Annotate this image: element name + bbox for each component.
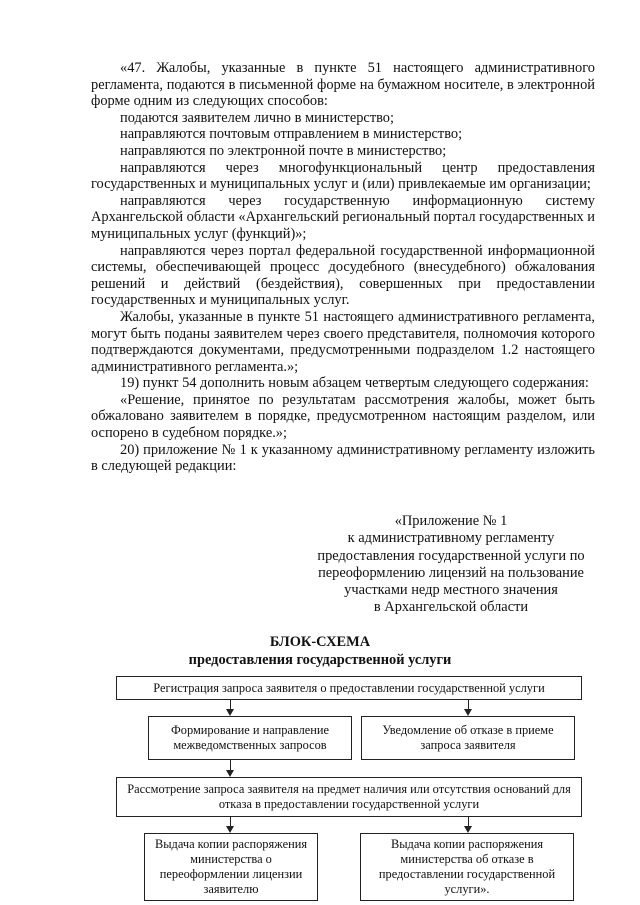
document-body xyxy=(91,60,595,475)
paragraph: направляются через портал федеральной государственной информационной системы, обеспечивающей процесс досудебного (внесудебного) обжалования решений и действий (бездействия), совершенных при предоставлении государственных и муниципальных услуг. xyxy=(91,242,595,309)
connector-line xyxy=(230,760,231,770)
flow-step-label: Формирование и направление межведомственных запросов xyxy=(170,723,330,752)
flow-step-label: Выдача копии распоряжения министерства об отказе в предоставлении государственной услуги». xyxy=(378,837,556,896)
arrow-down-icon xyxy=(464,709,472,716)
appendix-line: «Приложение № 1 xyxy=(394,513,508,529)
connector-line xyxy=(468,817,469,826)
connector-line xyxy=(230,817,231,826)
paragraph: подаются заявителем лично в министерство; xyxy=(120,109,394,126)
flowchart-subheading: предоставления государственной услуги xyxy=(188,652,452,668)
flowchart-title xyxy=(0,633,640,669)
flowchart-heading: БЛОК-СХЕМА xyxy=(269,634,371,650)
appendix-line: к административному регламенту xyxy=(347,530,555,547)
flow-step-refusal-notice xyxy=(361,716,575,760)
flow-step-label: Регистрация запроса заявителя о предоставлении государственной услуги xyxy=(153,680,545,695)
paragraph: 19) пункт 54 дополнить новым абзацем четвертым следующего содержания: xyxy=(120,375,589,392)
flow-step-issue-reissue xyxy=(144,833,318,901)
appendix-line: в Архангельской области xyxy=(373,599,529,616)
connector-line xyxy=(468,700,469,709)
arrow-down-icon xyxy=(226,709,234,716)
paragraph: 20) приложение № 1 к указанному административному регламенту изложить в следующей редакции: xyxy=(91,441,595,475)
paragraph: «Решение, принятое по результатам рассмотрения жалобы, может быть обжаловано заявителем в порядке, предусмотренном настоящим разделом, или оспорено в судебном порядке.»; xyxy=(91,391,595,442)
flow-step-interagency-requests xyxy=(148,716,352,760)
paragraph: направляются через многофункциональный центр предоставления государственных и муниципальных услуг и (или) привлекаемые им организации; xyxy=(91,159,595,193)
arrow-down-icon xyxy=(226,770,234,777)
flow-step-review xyxy=(116,777,582,817)
paragraph: Жалобы, указанные в пункте 51 настоящего административного регламента, могут быть поданы заявителем через своего представителя, полномочия которого подтверждаются документами, предусмотренными подразделом 1.2 настоящего административного регламента.»; xyxy=(91,308,595,375)
flow-step-registration xyxy=(116,676,582,700)
paragraph: направляются через государственную информационную систему Архангельской области «Архангельский региональный портал государственных и муниципальных услуг (функций)»; xyxy=(91,192,595,242)
arrow-down-icon xyxy=(464,826,472,833)
paragraph: «47. Жалобы, указанные в пункте 51 настоящего административного регламента, подаются в письменной форме на бумажном носителе, в электронной форме одним из следующих способов: xyxy=(91,60,595,110)
flow-step-issue-refusal xyxy=(360,833,574,901)
paragraph: направляются почтовым отправлением в министерство; xyxy=(120,126,463,143)
flow-step-label: Рассмотрение запроса заявителя на предмет наличия или отсутствия оснований для отказа в предоставлении государственной услуги xyxy=(127,782,571,811)
appendix-line: участками недр местного значения xyxy=(344,582,558,599)
flow-step-label: Уведомление об отказе в приеме запроса заявителя xyxy=(382,723,554,752)
appendix-line: переоформлению лицензий на пользование xyxy=(318,564,584,581)
appendix-header xyxy=(300,513,602,617)
paragraph: направляются по электронной почте в министерство; xyxy=(120,142,447,159)
flow-step-label: Выдача копии распоряжения министерства о переоформлении лицензии заявителю xyxy=(154,837,308,896)
arrow-down-icon xyxy=(226,826,234,833)
appendix-line: предоставления государственной услуги по xyxy=(317,547,585,564)
connector-line xyxy=(230,700,231,709)
